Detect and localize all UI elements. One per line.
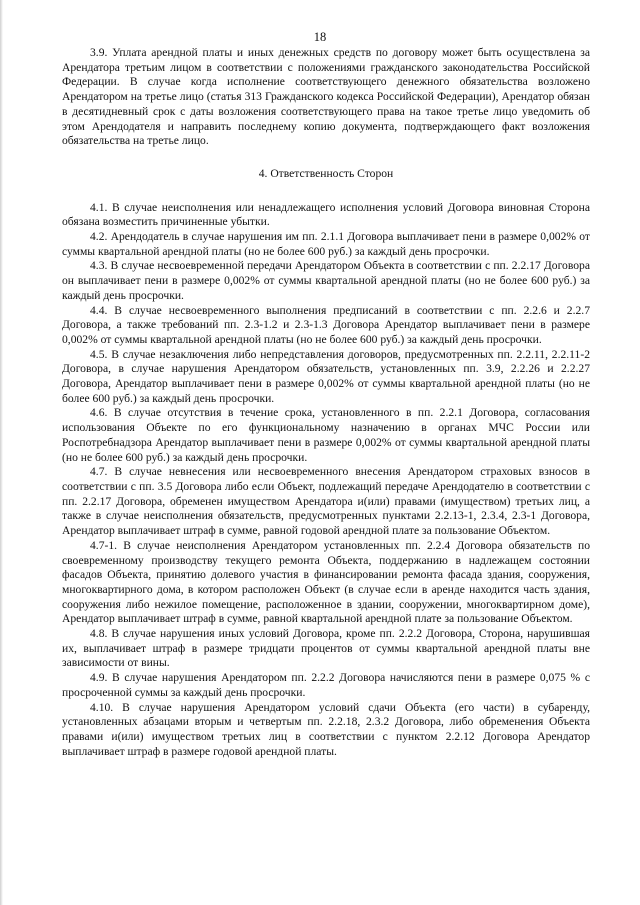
document-body (62, 46, 590, 759)
paragraph-4-1: 4.1. В случае неисполнения или ненадлежащего исполнения условий Договора виновная Сторона обязана возместить причиненные убытки. (62, 200, 590, 229)
paragraph-4-2: 4.2. Арендодатель в случае нарушения им пп. 2.1.1 Договора выплачивает пени в размере 0,002% от суммы квартальной арендной платы (но не более 600 руб.) за каждый день просрочки. (62, 230, 590, 258)
paragraph-4-5: 4.5. В случае незаключения либо непредставления договоров, предусмотренных пп. 2.2.11, 2.2.11-2 Договора, в случае нарушения Арендатором обязательств, установленных пп. 3.9, 2.2.26 и 2.2.27 Договора, Арендатор выплачивает пени в размере 0,002% от суммы квартальной арендной платы (но не более 600 руб.) за каждый день просрочки. (62, 347, 590, 405)
section-heading: 4. Ответственность Сторон (258, 166, 394, 180)
paragraph-4-7: 4.7. В случае невнесения или несвоевременного внесения Арендатором страховых взносов в соответствии с пп. 3.5 Договора либо если Объект, подлежащий передаче Арендодателю в соответствии с пп. 2.2.17 Договора, обременен имуществом Арендатора и(или) правами (имуществом) третьих лиц, а также в случае неисполнения обязательств, предусмотренных пунктами 2.2.13-1, 2.3.4, 2.3-1 Договора, Арендатор выплачивает штраф в сумме, равной годовой арендной плате за пользование Объектом. (62, 465, 590, 538)
page-edge-shadow (0, 0, 3, 905)
paragraph-4-6: 4.6. В случае отсутствия в течение срока, установленного в пп. 2.2.1 Договора, согласования использования Объекте по его функциональному назначению в органах МЧС России или Роспотребнадзора Арендатор выплачивает пени в размере 0,002% от суммы квартальной арендной платы (но не более 600 руб.) за каждый день просрочки. (62, 406, 590, 464)
paragraph-4-3: 4.3. В случае несвоевременной передачи Арендатором Объекта в соответствии с пп. 2.2.17 Договора он выплачивает пени в размере 0,002% от суммы квартальной арендной платы (но не более 600 руб.) за каждый день просрочки. (62, 259, 590, 302)
paragraph-4-8: 4.8. В случае нарушения иных условий Договора, кроме пп. 2.2.2 Договора, Сторона, нарушившая их, выплачивает штраф в размере тридцати процентов от суммы квартальной арендной платы вне зависимости от вины. (62, 627, 590, 670)
paragraph-4-4: 4.4. В случае несвоевременного выполнения предписаний в соответствии с пп. 2.2.6 и 2.2.7 Договора, а также требований пп. 2.3-1.2 и 2.3-1.3 Договора Арендатор выплачивает пени в размере 0,002% от суммы квартальной арендной платы (но не более 600 руб.) за каждый день просрочки. (62, 303, 590, 346)
paragraph-4-9: 4.9. В случае нарушения Арендатором пп. 2.2.2 Договора начисляются пени в размере 0,075 % с просроченной суммы за каждый день просрочки. (62, 671, 590, 699)
paragraph-3-9: 3.9. Уплата арендной платы и иных денежных средств по договору может быть осуществлена за Арендатора третьим лицом в соответствии с положениями гражданского законодательства Российской Федерации. В случае когда исполнение соответствующего денежного обязательства возложено Арендатором на третье лицо (статья 313 Гражданского кодекса Российской Федерации), Арендатор обязан в десятидневный срок с даты возложения соответствующего права на такое третье лицо уведомить об этом Арендодателя и направить последнему копию документа, подтверждающего факт возложения обязательства на третье лицо. (62, 46, 590, 148)
paragraph-4-10: 4.10. В случае нарушения Арендатором условий сдачи Объекта (его части) в субаренду, установленных абзацами вторым и четвертым пп. 2.2.18, 2.3.2 Договора, либо обременения Объекта правами и(или) имуществом третьих лиц в соответствии с пунктом 2.2.12 Договора Арендатор выплачивает штраф в размере годовой арендной платы. (62, 700, 590, 758)
paragraph-4-7-1: 4.7-1. В случае неисполнения Арендатором установленных пп. 2.2.4 Договора обязательств по своевременному производству текущего ремонта Объекта, поддержанию в надлежащем состоянии фасадов Объекта, принятию долевого участия в финансировании ремонта фасада здания, сооружения, многоквартирного дома, в котором расположен Объект (в случае если в аренде находится часть здания, сооружения либо нежилое помещение, расположенное в здании, сооружении, многоквартирном доме), Арендатор выплачивает штраф в сумме, равной квартальной арендной плате за пользование Объектом. (62, 538, 590, 626)
page-number: 18 (313, 30, 327, 44)
